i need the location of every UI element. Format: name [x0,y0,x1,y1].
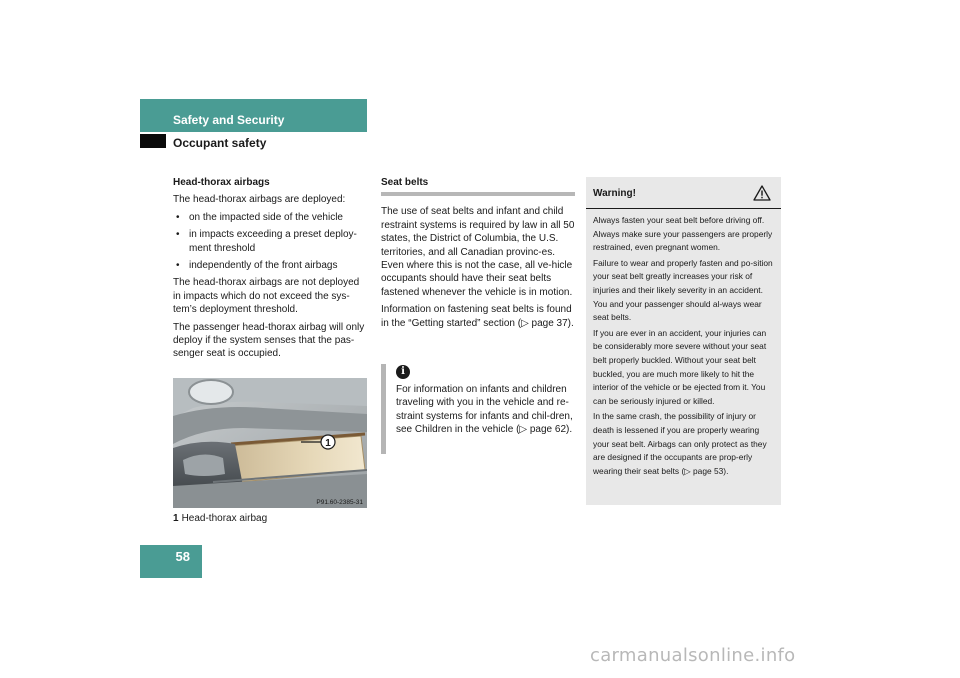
caption-number: 1 [173,513,179,524]
seat-belts-law-paragraph: The use of seat belts and infant and child restraint systems is required by law in all 50 states, the District of Columbia, the U.S. territories, and all Canadian provinc-es. Even where this is not the case, all ve-hicle occupants should have their seat belts fastened whenever the vehicle is in motion. [381,206,575,298]
subsection-marker [140,134,166,148]
list-item: • in impacts exceeding a preset deploy-ment threshold [173,228,369,255]
deploy-intro: The head-thorax airbags are deployed: [173,194,346,206]
warning-box [586,177,781,505]
warning-paragraph: Failure to wear and properly fasten and po-sition your seat belt greatly increases your risk of injuries and their likely severity in an accident. You and your passenger should al-ways wear seat belts. [593,257,773,323]
image-callout-1: 1 [325,438,331,449]
watermark: carmanualsonline.info [590,645,796,666]
photo-caption [173,513,267,524]
threshold-paragraph: The head-thorax airbags are not deployed in impacts which do not exceed the sys-tem’s deployment threshold. [173,277,360,316]
section-title: Safety and Security [173,113,285,127]
passenger-paragraph: The passenger head-thorax airbag will only deploy if the system senses that the pas-senger seat is occupied. [173,321,365,360]
info-bar [381,364,386,454]
subsection-title: Occupant safety [173,136,267,150]
warning-triangle-icon [753,185,771,201]
head-thorax-heading: Head-thorax airbags [173,177,270,188]
list-item: • independently of the front airbags [173,259,369,272]
warning-body [593,214,776,480]
deploy-list [173,211,369,273]
info-text: For information on infants and children traveling with you in the vehicle and re-straint systems for infants and chil-dren, see Children in the vehicle (▷ page 62). [396,384,573,436]
warning-paragraph: If you are ever in an accident, your injuries can be considerably more severe without your seat belt properly buckled. Without your seat belt buckled, you are much more likely to hit the interior of the vehicle or be ejected from it. You can be seriously injured or killed. [593,327,767,406]
image-code: P91.60-2385-31 [316,499,363,506]
list-item: • on the impacted side of the vehicle [173,211,369,224]
caption-text: Head-thorax airbag [181,513,268,524]
warning-paragraph: Always fasten your seat belt before driving off. Always make sure your passengers are properly restrained, even pregnant women. [593,215,773,253]
left-column [173,176,369,365]
seat-belts-heading: Seat belts [381,176,575,196]
getting-started-reference: Information on fastening seat belts is found in the “Getting started” section (▷ page 37). [381,304,574,329]
door-interior-illustration [173,378,367,508]
middle-column [381,176,575,334]
warning-title: Warning! [593,188,636,199]
info-icon: i [396,365,410,379]
warning-paragraph: In the same crash, the possibility of injury or death is lessened if you are properly wearing your seat belt. Airbags can only protect as they are designed if the occupants are prop-erly wearing their seat belts (▷ page 53). [593,411,767,476]
door-interior-photo [173,378,367,508]
info-note [381,364,576,454]
page-number: 58 [175,549,190,564]
warning-divider [586,208,781,209]
